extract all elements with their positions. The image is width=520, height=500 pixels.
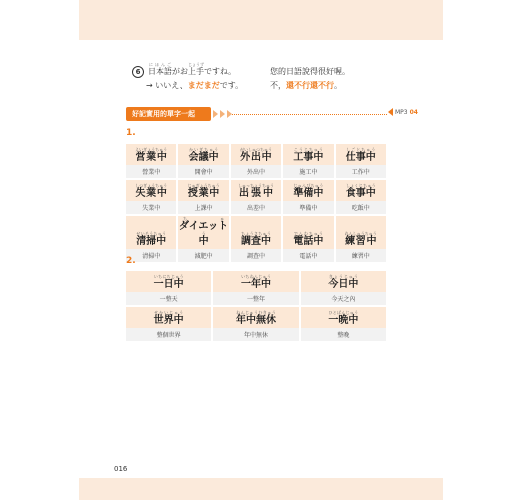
- word-reading: いちにちじゅう: [153, 274, 184, 279]
- vocab-cell: [231, 216, 281, 249]
- sentence-fragment: がお: [172, 67, 188, 76]
- top-band: [79, 0, 443, 40]
- word-reading: ひとばんじゅう: [328, 310, 359, 315]
- translation-cell: 年中無休: [213, 328, 298, 341]
- word-row: [126, 216, 386, 249]
- vocab-cell: [283, 144, 333, 165]
- vocab-cell: [283, 180, 333, 201]
- translation-row: [126, 328, 386, 341]
- ruby-reading: にほんご: [148, 62, 172, 67]
- word-reading: きょうじゅう: [328, 274, 359, 279]
- bottom-band: [79, 478, 443, 500]
- word-text: 授業中: [187, 188, 220, 199]
- word-text: 年中無休: [235, 315, 276, 326]
- word-reading: ねんじゅうむきゅう: [235, 310, 276, 315]
- ruby-word: [148, 62, 172, 76]
- vocab-word: [231, 147, 281, 165]
- word-text: 仕事中: [345, 152, 376, 163]
- word-text: 営業中: [135, 152, 168, 163]
- vocab-word: [231, 183, 281, 201]
- vocab-word: [126, 183, 176, 201]
- translation-highlight: 還不行還不行: [286, 81, 334, 90]
- dotted-divider: [232, 114, 387, 115]
- word-row: [126, 144, 386, 165]
- word-reading: いちねんじゅう: [240, 274, 271, 279]
- ruby-word: [136, 231, 167, 247]
- word-reading: しょくじちゅう: [345, 183, 376, 188]
- word-reading: こうじちゅう: [293, 147, 324, 152]
- word-text: 世界中: [153, 315, 184, 326]
- vocab-word: [283, 147, 333, 165]
- ruby-reading: じょうず: [188, 62, 204, 67]
- word-reading: じゅんびちゅう: [293, 183, 324, 188]
- word-text: 一日中: [153, 279, 184, 290]
- translation-line-1: 您的日語說得很好喔。: [270, 67, 350, 76]
- word-text: 出張中: [237, 188, 274, 199]
- translation-cell: 減肥中: [178, 249, 228, 262]
- ruby-word: [345, 183, 376, 199]
- vocab-word: [126, 147, 176, 165]
- ruby-word: [178, 216, 229, 247]
- ruby-word: [135, 183, 168, 199]
- vocab-cell: [301, 307, 386, 328]
- part-1-label: 1.: [126, 128, 136, 138]
- ruby-word: [237, 183, 274, 199]
- word-reading: しゅっちょうちゅう: [237, 183, 274, 188]
- vocab-word: [301, 310, 386, 328]
- ruby-word: [235, 310, 276, 326]
- ruby-word: [153, 274, 184, 290]
- word-reading: しごとちゅう: [345, 147, 376, 152]
- translation-cell: 施工中: [283, 165, 333, 178]
- arrow-icon: →: [146, 81, 153, 90]
- vocab-grid-2: [124, 271, 388, 341]
- word-reading: でんわちゅう: [293, 231, 324, 236]
- ruby-word: [345, 147, 376, 163]
- speaker-arrow-icon: [388, 108, 393, 116]
- vocab-word: [126, 310, 211, 328]
- vocab-cell: [301, 271, 386, 292]
- word-row: [126, 271, 386, 292]
- translation-cell: 清掃中: [126, 249, 176, 262]
- translation-cell: 調查中: [231, 249, 281, 262]
- ruby-word: [188, 62, 204, 76]
- vocab-cell: [178, 144, 228, 165]
- vocab-cell: [126, 271, 211, 292]
- word-reading: かいぎちゅう: [188, 147, 219, 152]
- translation-row: [126, 165, 386, 178]
- mp3-track: 04: [409, 108, 418, 116]
- word-reading: がいしゅつちゅう: [239, 147, 272, 152]
- part-2-label: 2.: [126, 256, 136, 266]
- word-text: 外出中: [239, 152, 272, 163]
- word-reading: れんしゅうちゅう: [344, 231, 377, 236]
- vocab-word: [213, 310, 298, 328]
- vocab-cell: [126, 216, 176, 249]
- translation-row: [126, 249, 386, 262]
- vocab-cell: [126, 144, 176, 165]
- sentence-fragment: ですね。: [204, 67, 236, 76]
- page-number: 016: [114, 465, 128, 473]
- triangle-icon: [220, 110, 225, 118]
- dialogue-line-2: [146, 80, 243, 91]
- word-text: 工事中: [293, 152, 324, 163]
- vocab-cell: [336, 144, 386, 165]
- vocab-cell: [231, 144, 281, 165]
- vocab-cell: [178, 180, 228, 201]
- word-text: 失業中: [135, 188, 168, 199]
- vocab-cell: [336, 180, 386, 201]
- vocab-word: [336, 183, 386, 201]
- word-text: 練習中: [344, 236, 377, 247]
- word-text: 一年中: [240, 279, 271, 290]
- ruby-word: [293, 183, 324, 199]
- word-text: 準備中: [293, 188, 324, 199]
- reply-highlight: まだまだ: [187, 81, 220, 90]
- translation-cell: 練習中: [336, 249, 386, 262]
- vocab-word: [178, 183, 228, 201]
- translation-cell: 一整天: [126, 292, 211, 305]
- ruby-word: [240, 231, 271, 247]
- triangle-icon: [213, 110, 218, 118]
- word-row: [126, 307, 386, 328]
- word-text: 一晩中: [328, 315, 359, 326]
- word-reading: ちゅう: [178, 216, 229, 236]
- word-text: 電話中: [293, 236, 324, 247]
- example-number: 6: [132, 66, 144, 78]
- vocab-cell: [283, 216, 333, 249]
- ruby-base: 上手: [188, 67, 204, 76]
- translation-cell: 準備中: [283, 201, 333, 214]
- word-text: 今日中: [328, 279, 359, 290]
- translation-row: [126, 201, 386, 214]
- section-title: 好記實用的單字一起學！: [126, 107, 211, 121]
- vocab-word: [126, 231, 176, 249]
- word-text: ダイエット中: [178, 221, 229, 247]
- word-reading: ちょうさちゅう: [240, 231, 271, 236]
- ruby-word: [239, 147, 272, 163]
- translation-cell: 上課中: [178, 201, 228, 214]
- vocab-word: [126, 274, 211, 292]
- vocab-word: [336, 231, 386, 249]
- translation-prefix: 不，: [270, 81, 286, 90]
- ruby-word: [328, 274, 359, 290]
- word-reading: せいそうちゅう: [136, 231, 167, 236]
- reply-prefix: いいえ、: [155, 81, 188, 90]
- vocab-cell: [178, 216, 228, 249]
- vocab-cell: [336, 216, 386, 249]
- dialogue-line-1: [132, 62, 236, 78]
- translation-cell: 出差中: [231, 201, 281, 214]
- translation-cell: 失業中: [126, 201, 176, 214]
- word-text: 清掃中: [136, 236, 167, 247]
- translation-cell: 營業中: [126, 165, 176, 178]
- translation-cell: 一整年: [213, 292, 298, 305]
- word-reading: じゅぎょうちゅう: [187, 183, 220, 188]
- ruby-word: [135, 147, 168, 163]
- translation-cell: 外出中: [231, 165, 281, 178]
- word-text: 食事中: [345, 188, 376, 199]
- word-row: [126, 180, 386, 201]
- ruby-word: [293, 147, 324, 163]
- translation-cell: 開會中: [178, 165, 228, 178]
- translation-line-2: [270, 80, 342, 91]
- vocab-word: [336, 147, 386, 165]
- vocab-word: [301, 274, 386, 292]
- vocab-word: [283, 183, 333, 201]
- translation-row: [126, 292, 386, 305]
- vocab-word: [178, 216, 228, 249]
- vocab-cell: [126, 307, 211, 328]
- ruby-word: [328, 310, 359, 326]
- vocab-word: [178, 147, 228, 165]
- translation-cell: 吃飯中: [336, 201, 386, 214]
- word-text: 会議中: [188, 152, 219, 163]
- vocab-grid-1: [124, 144, 388, 262]
- translation-cell: 整個世界: [126, 328, 211, 341]
- vocab-cell: [126, 180, 176, 201]
- word-reading: しつぎょうちゅう: [135, 183, 168, 188]
- vocab-word: [283, 231, 333, 249]
- dialogue-sentence: [148, 62, 236, 76]
- vocab-word: [213, 274, 298, 292]
- ruby-word: [240, 274, 271, 290]
- mp3-track-label: [388, 108, 418, 116]
- ruby-word: [187, 183, 220, 199]
- vocab-cell: [213, 271, 298, 292]
- ruby-word: [293, 231, 324, 247]
- vocab-cell: [231, 180, 281, 201]
- translation-cell: 整晚: [301, 328, 386, 341]
- translation-cell: 今天之內: [301, 292, 386, 305]
- translation-cell: 工作中: [336, 165, 386, 178]
- vocab-cell: [213, 307, 298, 328]
- word-reading: えいぎょうちゅう: [135, 147, 168, 152]
- word-text: 調査中: [240, 236, 271, 247]
- word-reading: せかいじゅう: [153, 310, 184, 315]
- reply-suffix: です。: [219, 81, 244, 90]
- ruby-word: [188, 147, 219, 163]
- vocab-word: [231, 231, 281, 249]
- translation-suffix: 。: [334, 81, 342, 90]
- ruby-base: 日本語: [148, 67, 172, 76]
- translation-cell: 電話中: [283, 249, 333, 262]
- ruby-word: [344, 231, 377, 247]
- ruby-word: [153, 310, 184, 326]
- section-header: [126, 107, 232, 132]
- mp3-label: MP3: [395, 108, 408, 116]
